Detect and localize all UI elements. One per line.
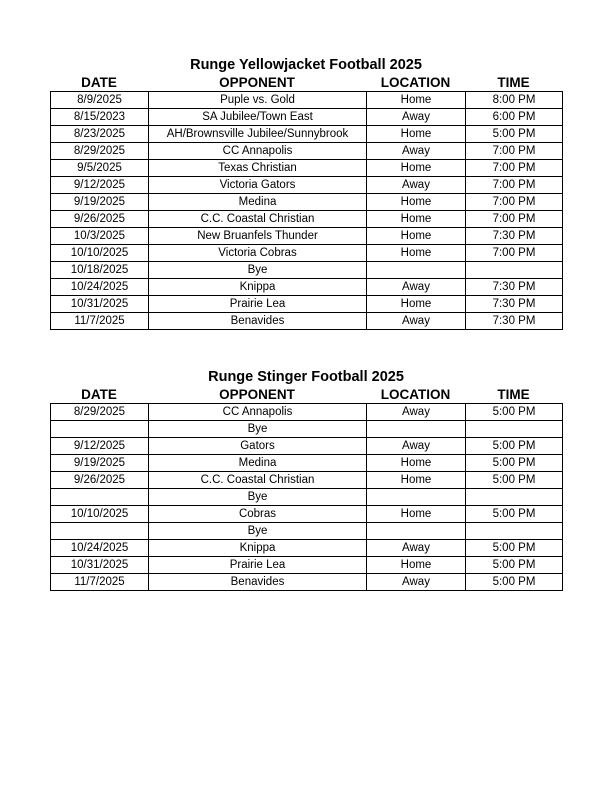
cell-location: Away <box>367 404 466 421</box>
cell-opponent: Puple vs. Gold <box>149 92 367 109</box>
cell-date: 9/26/2025 <box>51 472 149 489</box>
cell-opponent: C.C. Coastal Christian <box>149 211 367 228</box>
cell-opponent: Bye <box>149 489 367 506</box>
cell-time: 5:00 PM <box>466 506 563 523</box>
cell-time: 7:00 PM <box>466 160 563 177</box>
cell-time: 7:00 PM <box>466 194 563 211</box>
cell-opponent: Bye <box>149 523 367 540</box>
stinger-schedule <box>50 368 562 591</box>
header-opponent: OPPONENT <box>219 75 295 90</box>
cell-opponent: New Bruanfels Thunder <box>149 228 367 245</box>
cell-location: Home <box>367 455 466 472</box>
cell-location <box>367 523 466 540</box>
cell-location: Home <box>367 211 466 228</box>
header-time: TIME <box>497 75 530 90</box>
table-row <box>51 421 563 438</box>
cell-opponent: Texas Christian <box>149 160 367 177</box>
cell-location: Away <box>367 540 466 557</box>
cell-date: 8/15/2023 <box>51 109 149 126</box>
table-row <box>51 523 563 540</box>
cell-opponent: Cobras <box>149 506 367 523</box>
cell-date: 8/23/2025 <box>51 126 149 143</box>
cell-time: 7:30 PM <box>466 279 563 296</box>
yellowjacket-title: Runge Yellowjacket Football 2025 <box>190 57 422 73</box>
table-row <box>51 296 563 313</box>
cell-location: Home <box>367 506 466 523</box>
cell-location: Home <box>367 92 466 109</box>
cell-time <box>466 489 563 506</box>
table-row <box>51 109 563 126</box>
cell-location <box>367 489 466 506</box>
cell-location <box>367 421 466 438</box>
cell-time: 7:30 PM <box>466 296 563 313</box>
cell-opponent: CC Annapolis <box>149 143 367 160</box>
table-row <box>51 404 563 421</box>
cell-time: 5:00 PM <box>466 574 563 591</box>
cell-date: 9/19/2025 <box>51 194 149 211</box>
cell-location: Away <box>367 279 466 296</box>
cell-opponent: Knippa <box>149 279 367 296</box>
cell-date: 10/31/2025 <box>51 296 149 313</box>
cell-opponent: AH/Brownsville Jubilee/Sunnybrook <box>149 126 367 143</box>
cell-time: 7:30 PM <box>466 228 563 245</box>
cell-location: Away <box>367 313 466 330</box>
cell-date <box>51 421 149 438</box>
cell-opponent: Knippa <box>149 540 367 557</box>
cell-date: 9/5/2025 <box>51 160 149 177</box>
cell-date: 9/12/2025 <box>51 177 149 194</box>
cell-date <box>51 523 149 540</box>
table-row <box>51 211 563 228</box>
cell-time: 5:00 PM <box>466 472 563 489</box>
cell-time <box>466 421 563 438</box>
cell-date: 10/10/2025 <box>51 506 149 523</box>
cell-opponent: Bye <box>149 262 367 279</box>
cell-time: 8:00 PM <box>466 92 563 109</box>
header-time: TIME <box>497 387 530 402</box>
cell-date: 10/3/2025 <box>51 228 149 245</box>
cell-opponent: Benavides <box>149 574 367 591</box>
cell-opponent: C.C. Coastal Christian <box>149 472 367 489</box>
cell-location: Home <box>367 160 466 177</box>
table-row <box>51 557 563 574</box>
cell-date: 8/29/2025 <box>51 143 149 160</box>
cell-date: 10/18/2025 <box>51 262 149 279</box>
table-row <box>51 245 563 262</box>
table-row <box>51 160 563 177</box>
stinger-table <box>50 403 563 591</box>
cell-opponent: Gators <box>149 438 367 455</box>
cell-time: 7:00 PM <box>466 177 563 194</box>
table-row <box>51 262 563 279</box>
cell-opponent: Medina <box>149 194 367 211</box>
cell-location <box>367 262 466 279</box>
table-row <box>51 472 563 489</box>
cell-location: Home <box>367 557 466 574</box>
cell-opponent: Victoria Cobras <box>149 245 367 262</box>
cell-date: 10/24/2025 <box>51 279 149 296</box>
cell-date: 10/24/2025 <box>51 540 149 557</box>
cell-opponent: CC Annapolis <box>149 404 367 421</box>
stinger-header-row <box>50 386 562 403</box>
cell-location: Home <box>367 296 466 313</box>
header-location: LOCATION <box>380 387 451 402</box>
table-row <box>51 506 563 523</box>
table-row <box>51 194 563 211</box>
table-row <box>51 228 563 245</box>
cell-opponent: Bye <box>149 421 367 438</box>
table-row <box>51 540 563 557</box>
table-row <box>51 143 563 160</box>
header-date: DATE <box>81 387 117 402</box>
cell-date: 8/9/2025 <box>51 92 149 109</box>
cell-opponent: SA Jubilee/Town East <box>149 109 367 126</box>
cell-location: Away <box>367 574 466 591</box>
cell-location: Away <box>367 438 466 455</box>
table-row <box>51 489 563 506</box>
cell-location: Home <box>367 245 466 262</box>
cell-time: 7:00 PM <box>466 211 563 228</box>
cell-date: 10/10/2025 <box>51 245 149 262</box>
cell-time: 5:00 PM <box>466 455 563 472</box>
cell-location: Home <box>367 228 466 245</box>
table-row <box>51 455 563 472</box>
cell-time <box>466 262 563 279</box>
cell-date: 9/26/2025 <box>51 211 149 228</box>
header-date: DATE <box>81 75 117 90</box>
cell-date: 11/7/2025 <box>51 313 149 330</box>
header-location: LOCATION <box>380 75 451 90</box>
cell-location: Away <box>367 143 466 160</box>
cell-time <box>466 523 563 540</box>
cell-opponent: Prairie Lea <box>149 296 367 313</box>
cell-time: 5:00 PM <box>466 438 563 455</box>
table-row <box>51 126 563 143</box>
table-row <box>51 177 563 194</box>
cell-time: 5:00 PM <box>466 540 563 557</box>
cell-location: Home <box>367 126 466 143</box>
cell-opponent: Prairie Lea <box>149 557 367 574</box>
cell-location: Away <box>367 109 466 126</box>
cell-location: Home <box>367 194 466 211</box>
cell-time: 7:30 PM <box>466 313 563 330</box>
cell-opponent: Benavides <box>149 313 367 330</box>
table-row <box>51 313 563 330</box>
yellowjacket-table <box>50 91 563 330</box>
cell-time: 7:00 PM <box>466 143 563 160</box>
yellowjacket-header-row <box>50 74 562 91</box>
table-row <box>51 574 563 591</box>
cell-opponent: Victoria Gators <box>149 177 367 194</box>
cell-date <box>51 489 149 506</box>
cell-opponent: Medina <box>149 455 367 472</box>
cell-time: 7:00 PM <box>466 245 563 262</box>
cell-date: 10/31/2025 <box>51 557 149 574</box>
cell-time: 5:00 PM <box>466 404 563 421</box>
cell-date: 9/12/2025 <box>51 438 149 455</box>
stinger-title: Runge Stinger Football 2025 <box>208 369 404 385</box>
cell-date: 9/19/2025 <box>51 455 149 472</box>
cell-date: 11/7/2025 <box>51 574 149 591</box>
header-opponent: OPPONENT <box>219 387 295 402</box>
table-row <box>51 279 563 296</box>
cell-location: Away <box>367 177 466 194</box>
table-row <box>51 92 563 109</box>
cell-location: Home <box>367 472 466 489</box>
cell-date: 8/29/2025 <box>51 404 149 421</box>
table-row <box>51 438 563 455</box>
yellowjacket-schedule <box>50 56 562 330</box>
cell-time: 6:00 PM <box>466 109 563 126</box>
cell-time: 5:00 PM <box>466 126 563 143</box>
cell-time: 5:00 PM <box>466 557 563 574</box>
